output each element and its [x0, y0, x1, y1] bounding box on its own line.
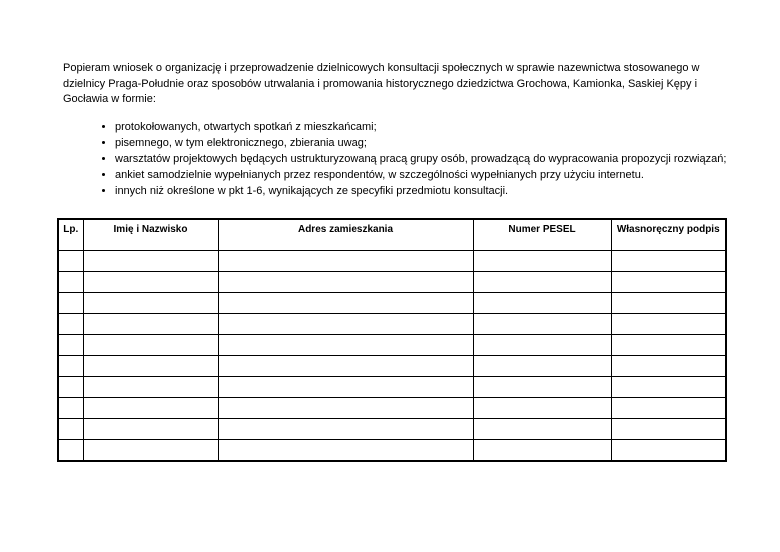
table-cell-empty [473, 398, 611, 419]
table-cell-empty [611, 356, 726, 377]
document-body-text [63, 61, 729, 199]
table-cell-empty [83, 335, 218, 356]
table-cell-empty [473, 251, 611, 272]
table-cell-empty [218, 335, 473, 356]
table-cell-empty [58, 440, 83, 462]
table-cell-empty [473, 377, 611, 398]
table-row [58, 356, 726, 377]
table-cell-empty [611, 419, 726, 440]
table-cell-empty [218, 272, 473, 293]
table-cell-empty [83, 398, 218, 419]
table-cell-empty [83, 356, 218, 377]
table-row [58, 314, 726, 335]
table-cell-empty [58, 356, 83, 377]
column-header-lp: Lp. [58, 219, 83, 251]
table-cell-empty [218, 356, 473, 377]
signature-table [57, 218, 727, 462]
table-cell-empty [218, 251, 473, 272]
table-cell-empty [218, 419, 473, 440]
table-row [58, 293, 726, 314]
list-item: • protokołowanych, otwartych spotkań z mieszkańcami; [115, 119, 729, 135]
table-cell-empty [218, 398, 473, 419]
table-cell-empty [83, 377, 218, 398]
table-cell-empty [58, 251, 83, 272]
table-cell-empty [218, 440, 473, 462]
table-cell-empty [83, 314, 218, 335]
table-cell-empty [218, 377, 473, 398]
table-cell-empty [218, 293, 473, 314]
list-item: • ankiet samodzielnie wypełnianych przez respondentów, w szczególności wypełnianych przy użyciu internetu. [115, 167, 729, 183]
table-cell-empty [58, 272, 83, 293]
table-cell-empty [473, 314, 611, 335]
table-cell-empty [218, 314, 473, 335]
table-cell-empty [611, 293, 726, 314]
table-row [58, 440, 726, 462]
column-header-signature: Własnoręczny podpis [611, 219, 726, 251]
table-row [58, 335, 726, 356]
table-cell-empty [58, 335, 83, 356]
table-row [58, 377, 726, 398]
table-cell-empty [473, 335, 611, 356]
column-header-pesel: Numer PESEL [473, 219, 611, 251]
column-header-name: Imię i Nazwisko [83, 219, 218, 251]
table-cell-empty [58, 314, 83, 335]
table-cell-empty [611, 440, 726, 462]
table-row [58, 272, 726, 293]
table-cell-empty [611, 335, 726, 356]
table-header-row [58, 219, 726, 251]
table-cell-empty [83, 440, 218, 462]
list-item: • pisemnego, w tym elektronicznego, zbierania uwag; [115, 135, 729, 151]
column-header-address: Adres zamieszkania [218, 219, 473, 251]
signature-table-body [58, 251, 726, 462]
table-cell-empty [83, 272, 218, 293]
table-cell-empty [611, 251, 726, 272]
table-cell-empty [473, 440, 611, 462]
table-cell-empty [83, 251, 218, 272]
list-item: • warsztatów projektowych będących ustrukturyzowaną pracą grupy osób, prowadzącą do wypracowania propozycji rozwiązań; [115, 151, 729, 167]
table-cell-empty [58, 398, 83, 419]
table-cell-empty [473, 419, 611, 440]
table-cell-empty [473, 356, 611, 377]
table-cell-empty [611, 377, 726, 398]
list-item: • innych niż określone w pkt 1-6, wynikających ze specyfiki przedmiotu konsultacji. [115, 183, 729, 199]
table-cell-empty [611, 398, 726, 419]
table-cell-empty [83, 419, 218, 440]
table-cell-empty [58, 419, 83, 440]
table-cell-empty [611, 314, 726, 335]
table-cell-empty [58, 377, 83, 398]
consultation-forms-list [63, 119, 729, 199]
table-row [58, 251, 726, 272]
table-cell-empty [473, 272, 611, 293]
intro-paragraph: Popieram wniosek o organizację i przeprowadzenie dzielnicowych konsultacji społecznych w sprawie nazewnictwa stosowanego w dzielnicy Praga-Południe oraz sposobów utrwalania i promowania historycznego dziedzictwa Grochowa, Kamionka, Saskiej Kępy i Gocławia w formie: [63, 62, 700, 105]
table-cell-empty [83, 293, 218, 314]
table-row [58, 398, 726, 419]
table-cell-empty [473, 293, 611, 314]
table-row [58, 419, 726, 440]
table-cell-empty [58, 293, 83, 314]
table-cell-empty [611, 272, 726, 293]
